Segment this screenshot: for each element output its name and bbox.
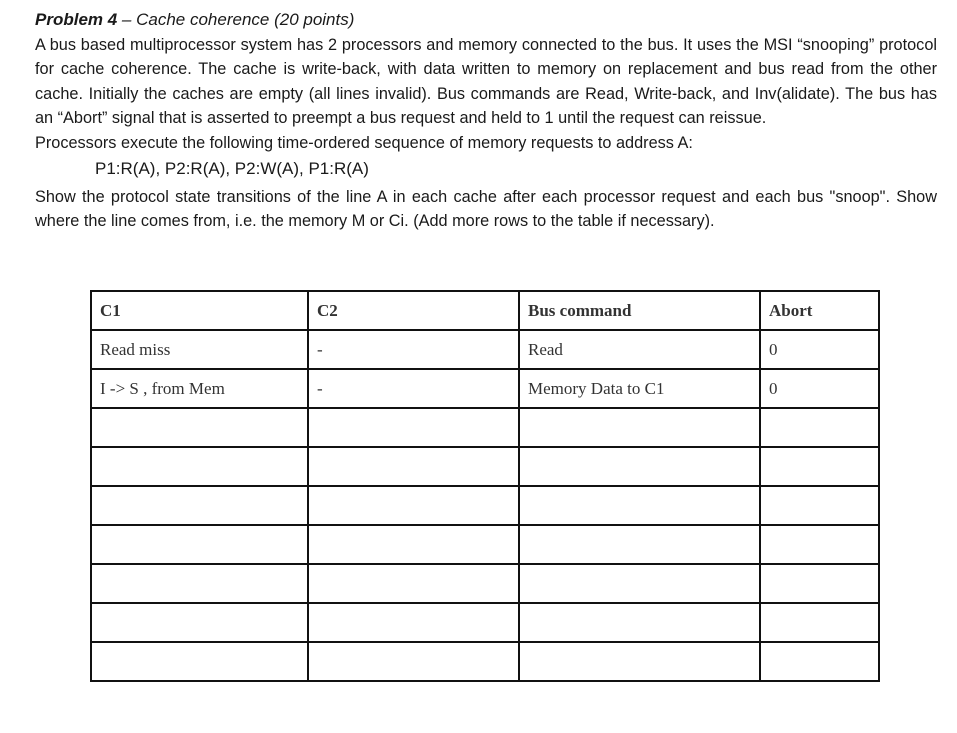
table-cell[interactable]: 0 (760, 369, 879, 408)
table-cell[interactable] (760, 408, 879, 447)
table-cell[interactable] (760, 447, 879, 486)
table-cell[interactable] (760, 642, 879, 681)
table-cell[interactable] (519, 447, 760, 486)
table-cell[interactable] (91, 525, 308, 564)
table-cell[interactable]: - (308, 369, 519, 408)
table-cell[interactable]: Read (519, 330, 760, 369)
table-cell[interactable] (308, 603, 519, 642)
table-cell[interactable] (91, 408, 308, 447)
table-cell[interactable] (519, 525, 760, 564)
problem-title: Problem 4 – Cache coherence (20 points) (35, 10, 355, 29)
table-cell[interactable]: - (308, 330, 519, 369)
problem-description: A bus based multiprocessor system has 2 processors and memory connected to the bus. It uses the MSI “snooping” protocol for cache coherence. The cache is write-back, with data written to memory on replacement and bus read from the other cache. Initially the caches are empty (all lines invalid). Bus commands are Read, Write-back, and Inv(alidate). The bus has an “Abort” signal that is asserted to preempt a bus request and held to 1 until the request can reissue. (35, 35, 937, 127)
table-cell[interactable]: 0 (760, 330, 879, 369)
table-cell[interactable] (91, 486, 308, 525)
table-row (91, 486, 879, 525)
table-cell[interactable] (760, 525, 879, 564)
table-cell[interactable] (519, 408, 760, 447)
table-cell[interactable]: Memory Data to C1 (519, 369, 760, 408)
table-cell[interactable] (308, 564, 519, 603)
table-row (91, 408, 879, 447)
table-row (91, 447, 879, 486)
table-row (91, 642, 879, 681)
table-cell[interactable] (91, 447, 308, 486)
header-c2: C2 (308, 291, 519, 330)
request-sequence: P1:R(A), P2:R(A), P2:W(A), P1:R(A) (95, 159, 369, 178)
table-row (91, 564, 879, 603)
table-cell[interactable] (519, 486, 760, 525)
table-cell[interactable] (519, 564, 760, 603)
table-cell[interactable] (91, 603, 308, 642)
table-cell[interactable] (308, 525, 519, 564)
table-cell[interactable] (760, 603, 879, 642)
problem-text (35, 8, 937, 234)
header-abort: Abort (760, 291, 879, 330)
state-table (90, 290, 880, 682)
table-header-row (91, 291, 879, 330)
header-c1: C1 (91, 291, 308, 330)
table-row (91, 603, 879, 642)
table-cell[interactable] (519, 642, 760, 681)
table-cell[interactable] (308, 486, 519, 525)
table-cell[interactable] (760, 564, 879, 603)
table-row (91, 330, 879, 369)
table-cell[interactable] (308, 447, 519, 486)
table-cell[interactable] (91, 642, 308, 681)
table-cell[interactable] (308, 408, 519, 447)
header-bus-command: Bus command (519, 291, 760, 330)
sequence-intro: Processors execute the following time-ordered sequence of memory requests to address A: (35, 133, 693, 152)
table-cell[interactable] (519, 603, 760, 642)
table-row (91, 525, 879, 564)
table-cell[interactable] (760, 486, 879, 525)
table-cell[interactable] (308, 642, 519, 681)
table-cell[interactable] (91, 564, 308, 603)
table-cell[interactable]: Read miss (91, 330, 308, 369)
instructions: Show the protocol state transitions of the line A in each cache after each processor request and each bus "snoop". Show where the line comes from, i.e. the memory M or Ci. (Add more rows to the table if necessary). (35, 187, 937, 230)
table-cell[interactable]: I -> S , from Mem (91, 369, 308, 408)
table-row (91, 369, 879, 408)
